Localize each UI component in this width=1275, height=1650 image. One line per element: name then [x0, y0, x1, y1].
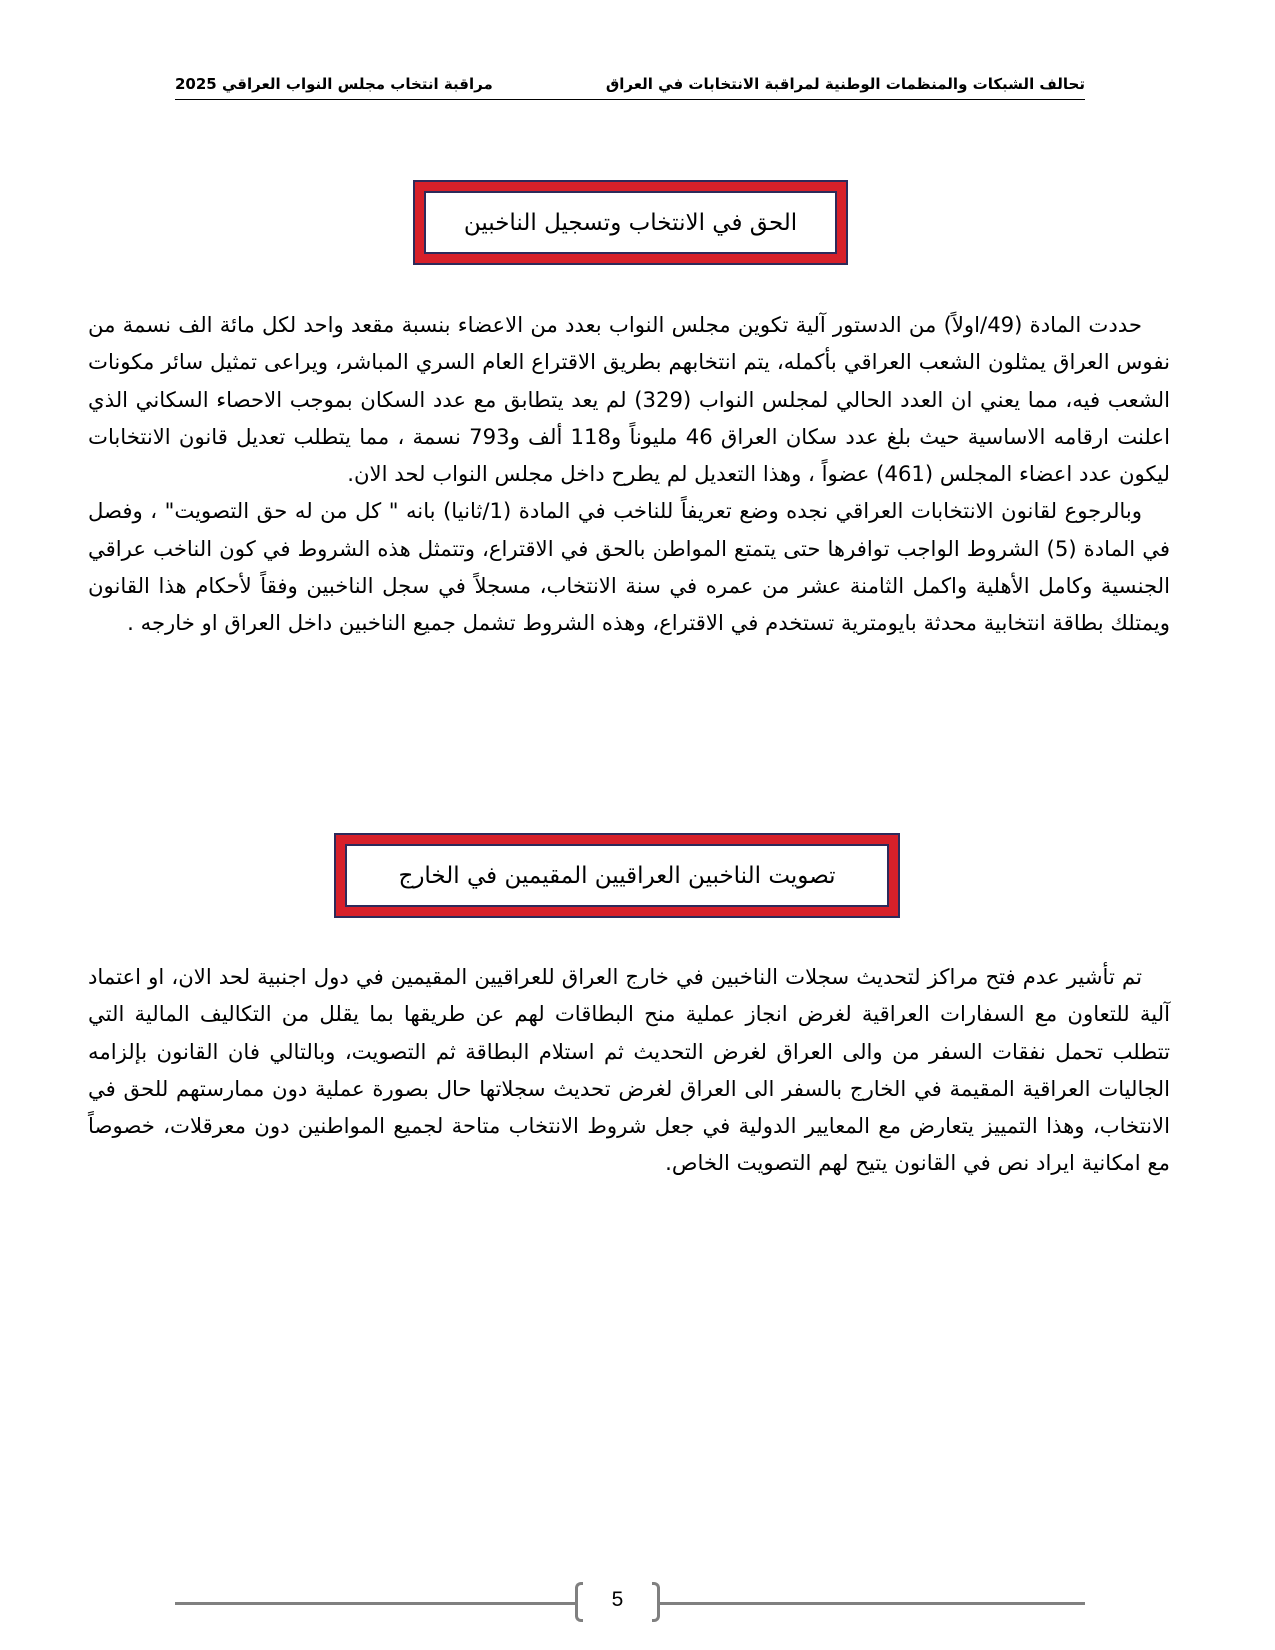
section-heading-box: [413, 180, 848, 265]
paragraph: وبالرجوع لقانون الانتخابات العراقي نجده وضع تعريفاً للناخب في المادة (1/ثانيا) بانه " كل من له حق التصويت" ، وفصل في المادة (5) الشروط الواجب توافرها حتى يتمتع المواطن بالحق في الاقتراع، وتتمثل هذه الشروط في كون الناخب عراقي الجنسية وكامل الأهلية واكمل الثامنة عشر من عمره في سنة الانتخاب، مسجلاً في سجل الناخبين وفقاً لأحكام هذا القانون ويمتلك بطاقة انتخابية محدثة بايومترية تستخدم في الاقتراع، وهذه الشروط تشمل جميع الناخبين داخل العراق او خارجه .: [88, 498, 1171, 636]
section-heading-box: [334, 833, 900, 918]
footer-bracket-open-icon: [575, 1582, 583, 1622]
section-heading: الحق في الانتخاب وتسجيل الناخبين: [463, 209, 798, 236]
page-header: [175, 73, 1085, 100]
section-body: [88, 306, 1170, 642]
footer-rule-right: [660, 1602, 1085, 1605]
page-footer: [175, 1578, 1085, 1628]
section-body: [88, 958, 1170, 1182]
section-heading: تصويت الناخبين العراقيين المقيمين في الخارج: [398, 862, 836, 889]
header-organization-title: تحالف الشبكات والمنظمات الوطنية لمراقبة الانتخابات في العراق: [605, 75, 1085, 93]
footer-bracket-close-icon: [652, 1582, 660, 1622]
header-report-title: مراقبة انتخاب مجلس النواب العراقي 2025: [175, 75, 493, 93]
section-heading-inner: [424, 191, 837, 254]
footer-rule-left: [175, 1602, 575, 1605]
paragraph: حددت المادة (49/اولاً) من الدستور آلية تكوين مجلس النواب بعدد من الاعضاء بنسبة مقعد واحد لكل مائة الف نسمة من نفوس العراق يمثلون الشعب العراقي بأكمله، يتم انتخابهم بطريق الاقتراع العام السري المباشر، ويراعى تمثيل سائر مكونات الشعب فيه، مما يعني ان العدد الحالي لمجلس النواب (329) لم يعد يتطابق مع عدد السكان بموجب الاحصاء السكاني الذي اعلنت ارقامه الاساسية حيث بلغ عدد سكان العراق 46 مليوناً و118 ألف و793 نسمة ، مما يتطلب تعديل قانون الانتخابات ليكون عدد اعضاء المجلس (461) عضواً ، وهذا التعديل لم يطرح داخل مجلس النواب لحد الان.: [88, 312, 1170, 487]
paragraph: تم تأشير عدم فتح مراكز لتحديث سجلات الناخبين في خارج العراق للعراقيين المقيمين في دول اجنبية لحد الان، او اعتماد آلية للتعاون مع السفارات العراقية لغرض انجاز عملية منح البطاقات لهم عن طريقها بما يقلل من التكاليف المالية التي تتطلب تحمل نفقات السفر من والى العراق لغرض التحديث ثم استلام البطاقة ثم التصويت، وبالتالي فان القانون بإلزامه الجاليات العراقية المقيمة في الخارج بالسفر الى العراق لغرض تحديث سجلاتها حال بصورة عملية دون ممارستهم للحق في الانتخاب، وهذا التمييز يتعارض مع المعايير الدولية في جعل شروط الانتخاب متاحة لجميع المواطنين دون معرقلات، خصوصاً مع امكانية ايراد نص في القانون يتيح لهم التصويت الخاص.: [88, 964, 1170, 1176]
section-heading-inner: [345, 844, 889, 907]
page-number: 5: [611, 1588, 624, 1611]
